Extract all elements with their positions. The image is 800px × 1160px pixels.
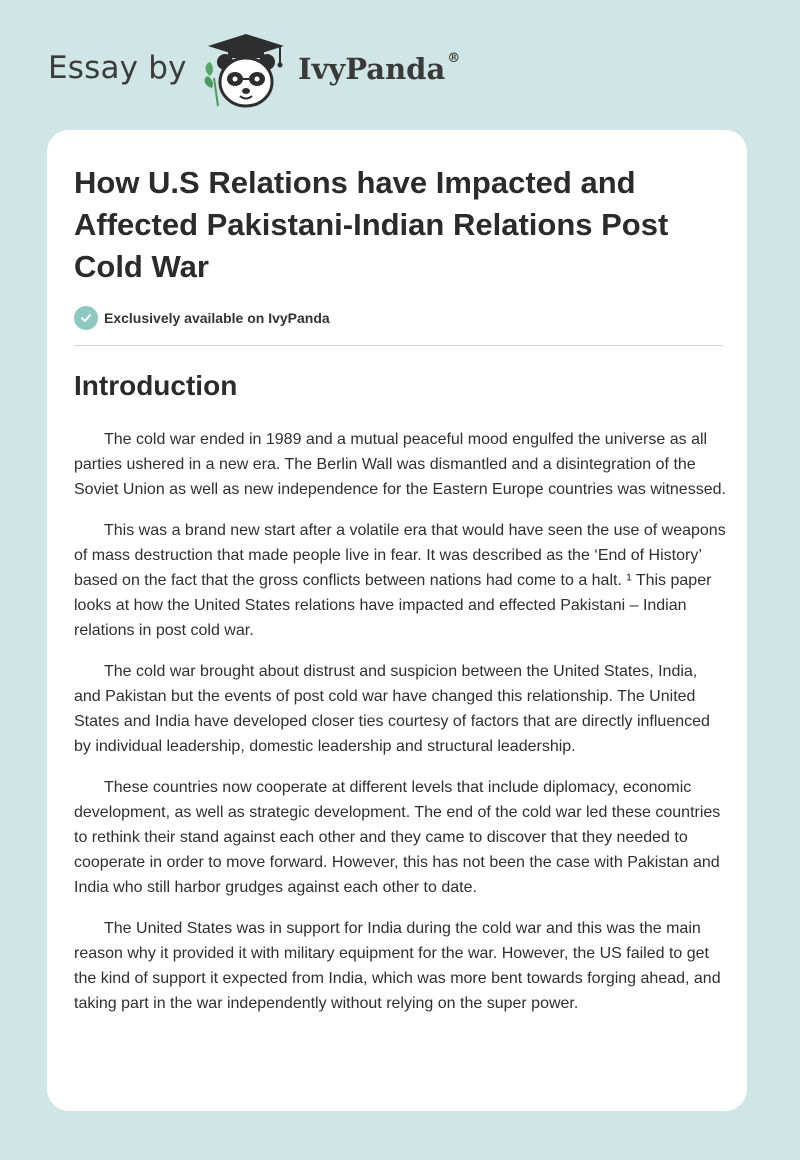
- paragraph: The cold war brought about distrust and suspicion between the United States, India, and Pakistan but the events of post cold war have changed this relationship. The United States and India have developed closer ties courtesy of factors that are directly influenced by individual leadership, domestic leadership and structural leadership.: [74, 663, 710, 755]
- article-body: [74, 427, 726, 1032]
- panda-graduate-logo-icon[interactable]: [200, 32, 292, 112]
- section-heading: Introduction: [74, 370, 238, 401]
- registered-mark: ®: [447, 51, 461, 67]
- article-title: How U.S Relations have Impacted and Affected Pakistani-Indian Relations Post Cold War: [74, 165, 669, 284]
- paragraph: The cold war ended in 1989 and a mutual peaceful mood engulfed the universe as all parties ushered in a new era. The Berlin Wall was dismantled and a disintegration of the Soviet Union as well as new independence for the Eastern Europe countries was witnessed.: [74, 431, 726, 498]
- availability-badge: [74, 306, 330, 330]
- article-card: [47, 130, 747, 1111]
- paragraph: These countries now cooperate at different levels that include diplomacy, economic development, as well as strategic development. The end of the cold war led these countries to rethink their stand against each other and they came to discover that they needed to cooperate in order to move forward. However, this has not been the case with Pakistan and India who still harbor grudges against each other to date.: [74, 779, 721, 896]
- brand-name[interactable]: [298, 52, 460, 86]
- badge-label: Exclusively available on IvyPanda: [104, 310, 330, 326]
- divider: [74, 345, 723, 346]
- check-circle-icon: [74, 306, 98, 330]
- paragraph: This was a brand new start after a volatile era that would have seen the use of weapons of mass destruction that made people live in fear. It was described as the ‘End of History’ based on the fact that the gross conflicts between nations had come to a halt. ¹ This paper looks at how the United States relations have impacted and effected Pakistani – Indian relations in post cold war.: [74, 522, 726, 639]
- paragraph: The United States was in support for India during the cold war and this was the main reason why it provided it with military equipment for the war. However, the US failed to get the kind of support it expected from India, which was more bent towards forging ahead, and taking part in the war independently without relying on the super power.: [74, 920, 721, 1012]
- site-header: [0, 0, 800, 130]
- essay-by-label: Essay by: [48, 50, 187, 86]
- brand-text: IvyPanda: [298, 52, 446, 86]
